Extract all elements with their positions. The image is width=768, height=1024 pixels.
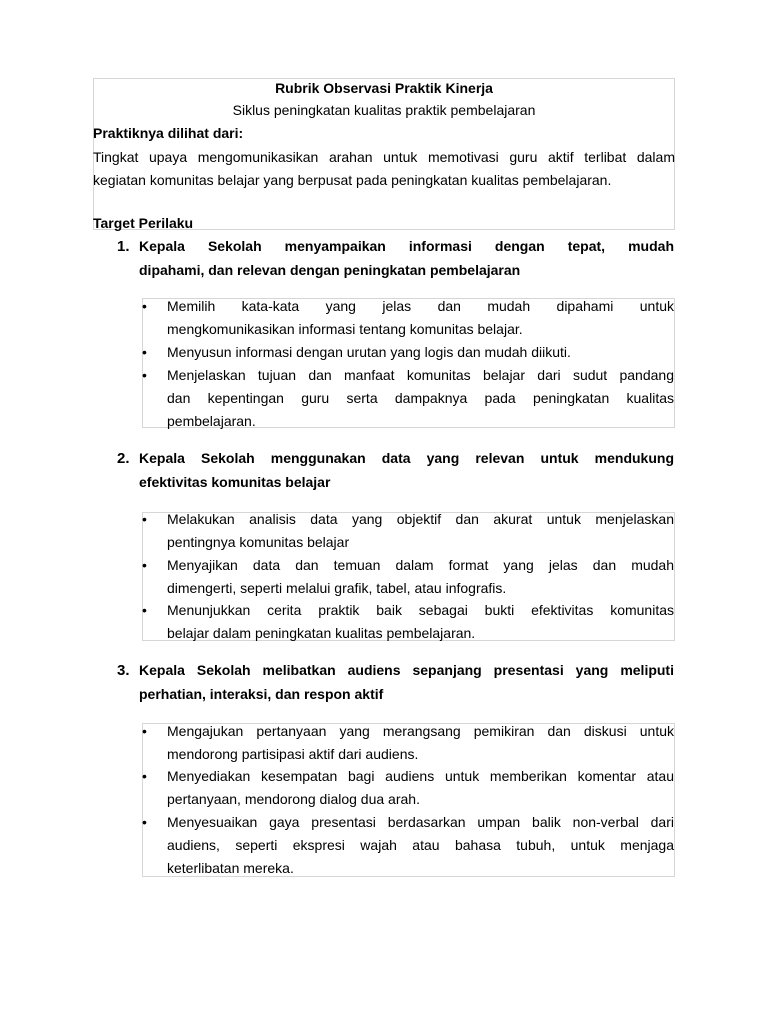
bullet-line: Menyediakan kesempatan bagi audiens untuk memberikan komentar atau: [167, 768, 674, 784]
heading-line: dipahami, dan relevan dengan peningkatan pembelajaran: [139, 262, 521, 278]
bullet-line: Menyesuaikan gaya presentasi berdasarkan umpan balik non-verbal dari: [167, 814, 674, 830]
heading-line: Kepala Sekolah melibatkan audiens sepanjang presentasi yang meliputi: [139, 662, 674, 678]
description-paragraph: [93, 146, 675, 192]
section-number: 1.: [117, 238, 130, 255]
bullet-icon: •: [142, 298, 147, 314]
bullet-line: Menyajikan data dan temuan dalam format yang jelas dan mudah: [167, 557, 674, 573]
section-heading: [139, 234, 674, 282]
bullet-icon: •: [142, 723, 147, 739]
description-line: Tingkat upaya mengomunikasikan arahan untuk memotivasi guru aktif terlibat dalam: [93, 149, 675, 165]
target-label: Target Perilaku: [93, 215, 194, 231]
bullet-line: dan kepentingan guru serta dampaknya pada peningkatan kualitas: [167, 390, 674, 406]
bullet-line: Menunjukkan cerita praktik baik sebagai bukti efektivitas komunitas: [167, 602, 674, 618]
bullet-line: dimengerti, seperti melalui grafik, tabel, atau infografis.: [167, 580, 507, 596]
bullet-line: Memilih kata-kata yang jelas dan mudah dipahami untuk: [167, 298, 674, 314]
bullet-line: Menyusun informasi dengan urutan yang logis dan mudah diikuti.: [167, 344, 571, 360]
observed-label: Praktiknya dilihat dari:: [93, 125, 244, 141]
bullet-line: Menjelaskan tujuan dan manfaat komunitas belajar dari sudut pandang: [167, 367, 674, 383]
bullet-line: audiens, seperti ekspresi wajah atau bahasa tubuh, untuk menjaga: [167, 837, 674, 853]
bullet-line: belajar dalam peningkatan kualitas pembelajaran.: [167, 625, 476, 641]
section-number: 3.: [117, 662, 130, 679]
bullet-icon: •: [142, 367, 147, 383]
heading-line: Kepala Sekolah menggunakan data yang relevan untuk mendukung: [139, 450, 674, 466]
bullet-line: keterlibatan mereka.: [167, 860, 294, 876]
bullet-icon: •: [142, 344, 147, 360]
bullet-icon: •: [142, 814, 147, 830]
bullet-icon: •: [142, 557, 147, 573]
bullet-line: Melakukan analisis data yang objektif dan akurat untuk menjelaskan: [167, 511, 674, 527]
bullet-line: pertanyaan, mendorong dialog dua arah.: [167, 791, 420, 807]
heading-line: Kepala Sekolah menyampaikan informasi dengan tepat, mudah: [139, 238, 674, 254]
heading-line: perhatian, interaksi, dan respon aktif: [139, 686, 384, 702]
description-line: kegiatan komunitas belajar yang berpusat pada peningkatan kualitas pembelajaran.: [93, 172, 612, 188]
bullet-line: mendorong partisipasi aktif dari audiens.: [167, 746, 419, 762]
bullet-icon: •: [142, 768, 147, 784]
heading-line: efektivitas komunitas belajar: [139, 474, 331, 490]
section-heading: [139, 446, 674, 494]
bullet-line: pentingnya komunitas belajar: [167, 534, 350, 550]
bullet-line: Mengajukan pertanyaan yang merangsang pemikiran dan diskusi untuk: [167, 723, 674, 739]
bullet-icon: •: [142, 511, 147, 527]
bullet-line: pembelajaran.: [167, 413, 256, 429]
document-title: Rubrik Observasi Praktik Kinerja: [275, 80, 493, 96]
section-heading: [139, 658, 674, 706]
document-subtitle: Siklus peningkatan kualitas praktik pembelajaran: [232, 102, 536, 118]
bullet-icon: •: [142, 602, 147, 618]
bullet-line: mengkomunikasikan informasi tentang komunitas belajar.: [167, 321, 523, 337]
section-number: 2.: [117, 450, 130, 467]
